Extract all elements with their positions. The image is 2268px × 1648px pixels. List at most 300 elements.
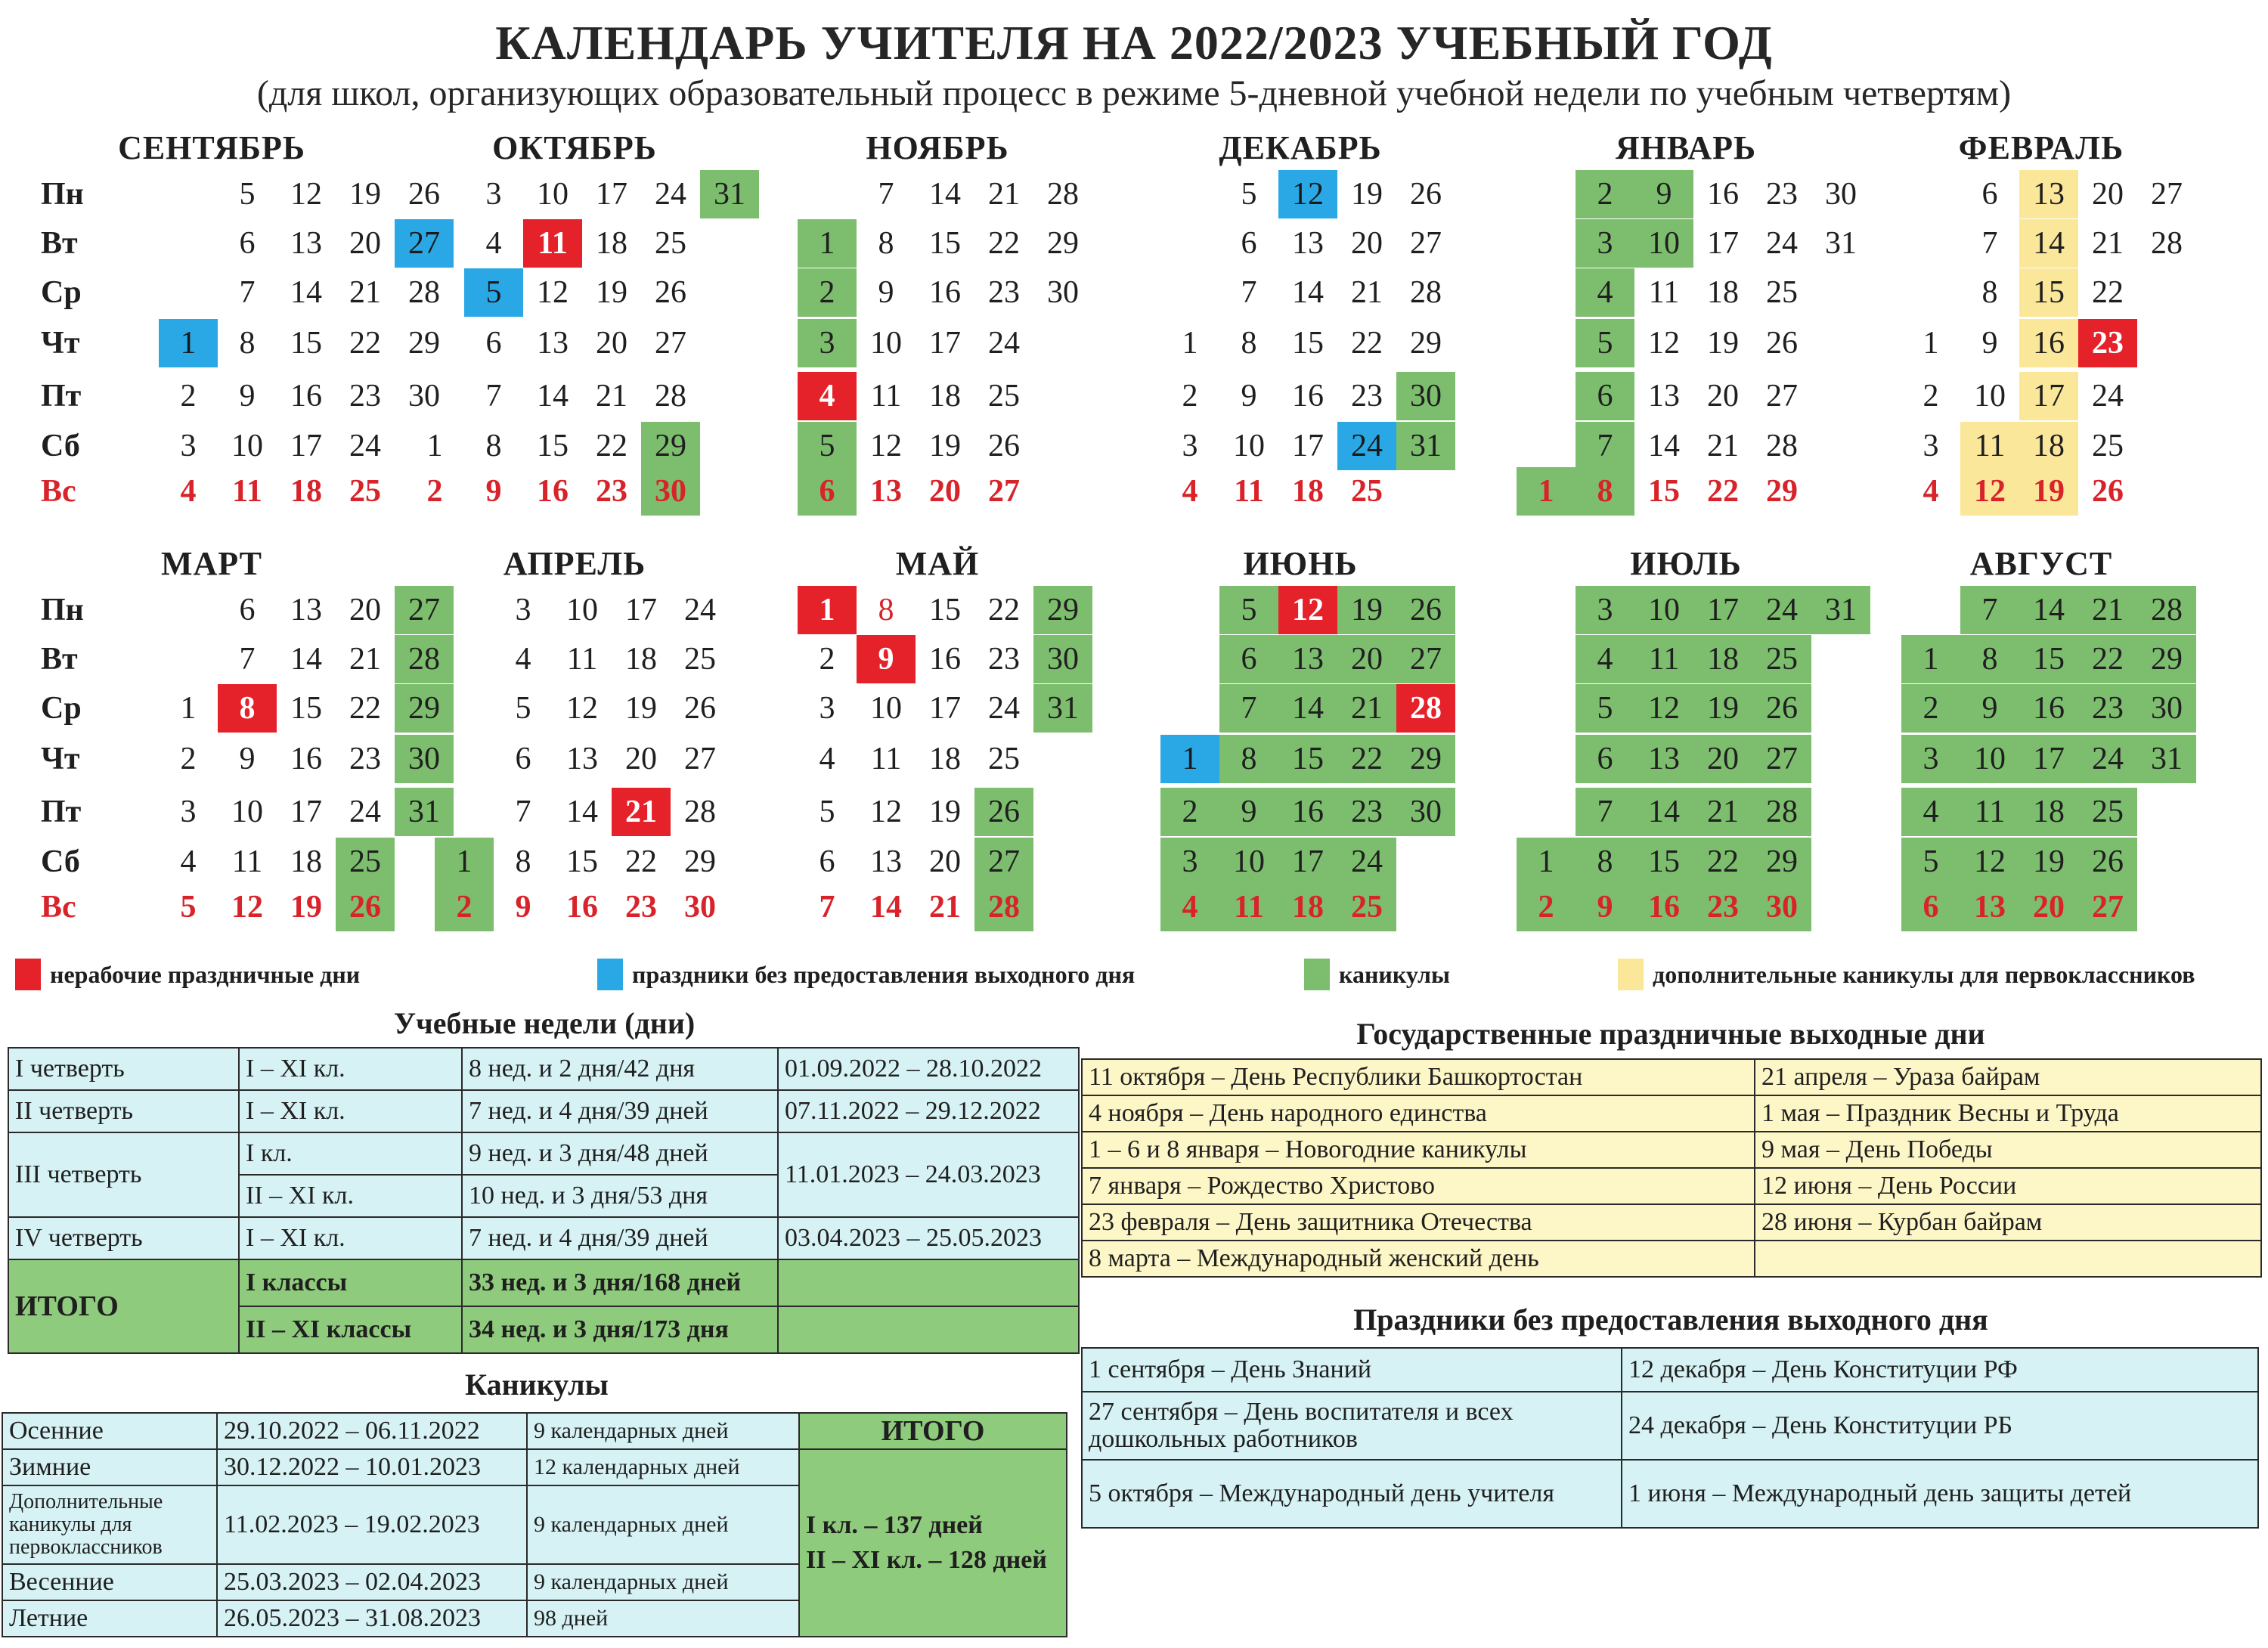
calendar-day: 31 bbox=[1825, 226, 1857, 261]
calendar-day: 13 bbox=[1648, 379, 1680, 414]
observance-cell: 1 сентября – День Знаний bbox=[1082, 1348, 1622, 1392]
calendar-day: 21 bbox=[596, 379, 627, 414]
calendar-day: 19 bbox=[1337, 586, 1396, 634]
calendar-day: 21 bbox=[349, 642, 381, 677]
calendar-day: 1 bbox=[1901, 635, 1960, 683]
calendar-day: 31 bbox=[2137, 735, 2196, 783]
calendar-day: 9 bbox=[1960, 684, 2019, 733]
calendar-day: 16 bbox=[290, 379, 322, 414]
calendar-day: 13 bbox=[290, 226, 322, 261]
observance-cell: 5 октября – Международный день учителя bbox=[1082, 1460, 1622, 1528]
calendar-day: 20 bbox=[1693, 735, 1752, 783]
calendar-day: 7 bbox=[1241, 275, 1257, 310]
calendar-day: 9 bbox=[1634, 170, 1693, 218]
calendar-day: 17 bbox=[625, 593, 657, 627]
weekday-label: Вт bbox=[41, 226, 78, 261]
dates-cell: 03.04.2023 – 25.05.2023 bbox=[778, 1217, 1079, 1259]
calendar-day: 5 bbox=[798, 422, 857, 470]
calendar-day: 11 bbox=[870, 742, 902, 776]
calendar-day: 27 bbox=[1752, 735, 1811, 783]
calendar-day: 8 bbox=[239, 326, 256, 361]
calendar-day: 20 bbox=[1707, 379, 1739, 414]
calendar-day: 14 bbox=[1278, 684, 1337, 733]
calendar-day: 2 bbox=[1517, 883, 1576, 931]
calendar-day: 25 bbox=[2078, 788, 2137, 836]
vacation-days-cell: 9 календарных дней bbox=[527, 1564, 799, 1600]
calendar-day: 22 bbox=[1351, 326, 1383, 361]
calendar-day: 12 bbox=[537, 275, 569, 310]
table-row bbox=[1082, 1132, 2261, 1168]
calendar-day: 22 bbox=[2078, 635, 2137, 683]
vacation-days-cell: 98 дней bbox=[527, 1600, 799, 1637]
calendar-day: 26 bbox=[336, 883, 395, 931]
calendar-day: 16 bbox=[1634, 883, 1693, 931]
month-name: ФЕВРАЛЬ bbox=[1958, 129, 2124, 166]
page-subtitle: (для школ, организующих образовательный процесс в режиме 5-дневной учебной недели по учебным четвертям) bbox=[256, 73, 2012, 113]
holiday-cell: 4 ноября – День народного единства bbox=[1082, 1095, 1755, 1132]
state-holidays-title: Государственные праздничные выходные дни bbox=[1356, 1017, 1985, 1051]
calendar-day: 26 bbox=[2092, 474, 2124, 509]
calendar-day: 9 bbox=[1576, 883, 1634, 931]
table-row bbox=[1082, 1204, 2261, 1241]
calendar-day: 14 bbox=[870, 890, 902, 925]
month-12 bbox=[1860, 544, 2223, 968]
calendar-day: 13 bbox=[1960, 883, 2019, 931]
observances-table bbox=[1081, 1347, 2259, 1529]
calendar-day: 5 bbox=[464, 268, 523, 317]
month-name: НОЯБРЬ bbox=[866, 129, 1009, 166]
calendar-day: 8 bbox=[1576, 838, 1634, 886]
calendar-day: 26 bbox=[1410, 177, 1442, 212]
calendar-day: 4 bbox=[1576, 635, 1634, 683]
calendar-day: 3 bbox=[515, 593, 531, 627]
calendar-day: 29 bbox=[1033, 586, 1092, 634]
calendar-day: 26 bbox=[1766, 326, 1798, 361]
holiday-cell: 28 июня – Курбан байрам bbox=[1755, 1204, 2261, 1241]
calendar-day: 3 bbox=[819, 691, 835, 726]
weekday-label: Чт bbox=[41, 326, 80, 361]
observance-cell: 12 декабря – День Конституции РФ bbox=[1622, 1348, 2258, 1392]
calendar-day: 5 bbox=[239, 177, 256, 212]
calendar-day: 18 bbox=[929, 742, 961, 776]
calendar-day: 27 bbox=[395, 586, 454, 634]
class-cell: I – XI кл. bbox=[239, 1048, 462, 1090]
state-holidays-table bbox=[1081, 1058, 2262, 1278]
calendar-day: 6 bbox=[485, 326, 502, 361]
vacation-total-label: ИТОГО bbox=[799, 1413, 1067, 1449]
calendar-day: 10 bbox=[537, 177, 569, 212]
calendar-day: 23 bbox=[596, 474, 627, 509]
legend-observance-label: праздники без предоставления выходного дня bbox=[632, 960, 1136, 988]
calendar-day: 15 bbox=[1634, 838, 1693, 886]
legend-observance bbox=[597, 959, 1135, 990]
duration-cell: 9 нед. и 3 дня/48 дней bbox=[462, 1132, 778, 1175]
legend-additional bbox=[1618, 959, 2195, 990]
calendar-day: 22 bbox=[349, 691, 381, 726]
calendar-day: 16 bbox=[290, 742, 322, 776]
calendar-day: 29 bbox=[641, 422, 700, 470]
calendar-day: 19 bbox=[625, 691, 657, 726]
holiday-cell: 21 апреля – Ураза байрам bbox=[1755, 1059, 2261, 1095]
calendar-day: 22 bbox=[349, 326, 381, 361]
calendar-day: 6 bbox=[1241, 226, 1257, 261]
duration-cell: 7 нед. и 4 дня/39 дней bbox=[462, 1090, 778, 1132]
calendar-day: 29 bbox=[1766, 474, 1798, 509]
calendar-day: 30 bbox=[408, 379, 440, 414]
calendar-day: 29 bbox=[2137, 635, 2196, 683]
calendar-day: 31 bbox=[1396, 422, 1455, 470]
calendar-day: 9 bbox=[1219, 788, 1278, 836]
calendar-day: 13 bbox=[537, 326, 569, 361]
calendar-day: 2 bbox=[180, 742, 197, 776]
holiday-cell: 12 июня – День России bbox=[1755, 1168, 2261, 1204]
calendar-day: 31 bbox=[1033, 684, 1092, 733]
calendar-day: 15 bbox=[537, 429, 569, 463]
calendar-day: 30 bbox=[1396, 788, 1455, 836]
calendar-day: 4 bbox=[1576, 268, 1634, 317]
calendar-day: 18 bbox=[625, 642, 657, 677]
calendar-day: 28 bbox=[2151, 226, 2183, 261]
calendar-day: 25 bbox=[349, 474, 381, 509]
calendar-day: 29 bbox=[1396, 735, 1455, 783]
calendar-day: 28 bbox=[684, 795, 716, 829]
calendar-day: 2 bbox=[1901, 684, 1960, 733]
table-row bbox=[1082, 1460, 2258, 1528]
weekday-label: Ср bbox=[41, 691, 82, 726]
calendar-day: 11 bbox=[870, 379, 902, 414]
calendar-day: 5 bbox=[515, 691, 531, 726]
calendar-day: 11 bbox=[1234, 474, 1264, 509]
calendar-day: 12 bbox=[290, 177, 322, 212]
calendar-day: 21 bbox=[612, 788, 671, 836]
calendar-day: 12 bbox=[566, 691, 598, 726]
weeks-table-title: Учебные недели (дни) bbox=[393, 1006, 696, 1040]
table-row bbox=[8, 1259, 1079, 1306]
table-row bbox=[8, 1132, 1079, 1175]
calendar-day: 13 bbox=[870, 844, 902, 879]
calendar-day: 12 bbox=[1278, 586, 1337, 634]
calendar-day: 13 bbox=[870, 474, 902, 509]
calendar-day: 14 bbox=[1292, 275, 1324, 310]
vacation-dates-cell: 30.12.2022 – 10.01.2023 bbox=[217, 1449, 527, 1485]
calendar-day: 24 bbox=[349, 429, 381, 463]
calendar-day: 24 bbox=[1337, 422, 1396, 470]
calendar-day: 18 bbox=[596, 226, 627, 261]
calendar-day: 7 bbox=[878, 177, 894, 212]
calendar-day: 26 bbox=[408, 177, 440, 212]
table-row bbox=[1082, 1059, 2261, 1095]
calendar-day: 28 bbox=[974, 883, 1033, 931]
month-2 bbox=[393, 129, 756, 552]
total-duration-cell: 33 нед. и 3 дня/168 дней bbox=[462, 1259, 778, 1306]
calendar-day: 3 bbox=[1923, 429, 1939, 463]
calendar-day: 20 bbox=[929, 844, 961, 879]
calendar-day: 2 bbox=[426, 474, 443, 509]
calendar-day: 27 bbox=[2151, 177, 2183, 212]
calendar-day: 8 bbox=[485, 429, 502, 463]
legend-vacation bbox=[1304, 959, 1450, 990]
calendar-day: 3 bbox=[798, 319, 857, 367]
calendar-day: 27 bbox=[684, 742, 716, 776]
weekday-label: Пн bbox=[41, 177, 84, 212]
month-6 bbox=[1860, 129, 2223, 552]
calendar-day: 1 bbox=[1182, 326, 1198, 361]
calendar-day: 24 bbox=[1752, 586, 1811, 634]
legend-vacation-label: каникулы bbox=[1339, 960, 1450, 988]
calendar-day: 27 bbox=[395, 219, 454, 268]
holiday-cell: 7 января – Рождество Христово bbox=[1082, 1168, 1755, 1204]
vacation-dates-cell: 25.03.2023 – 02.04.2023 bbox=[217, 1564, 527, 1600]
calendar-day: 28 bbox=[395, 635, 454, 683]
calendar-day: 21 bbox=[1707, 429, 1739, 463]
calendar-day: 14 bbox=[290, 642, 322, 677]
holiday-cell: 9 мая – День Победы bbox=[1755, 1132, 2261, 1168]
calendar-day: 17 bbox=[1292, 429, 1324, 463]
calendar-day: 1 bbox=[1160, 735, 1219, 783]
calendar-day: 30 bbox=[1047, 275, 1079, 310]
vacation-dates-cell: 26.05.2023 – 31.08.2023 bbox=[217, 1600, 527, 1637]
calendar-day: 6 bbox=[239, 226, 256, 261]
calendar-day: 1 bbox=[159, 319, 218, 367]
calendar-day: 25 bbox=[655, 226, 686, 261]
calendar-day: 9 bbox=[485, 474, 502, 509]
calendar-day: 17 bbox=[1707, 226, 1739, 261]
table-row bbox=[1082, 1095, 2261, 1132]
dates-cell: 11.01.2023 – 24.03.2023 bbox=[778, 1132, 1079, 1217]
weekday-label: Вс bbox=[41, 890, 76, 925]
calendar-day: 31 bbox=[395, 788, 454, 836]
calendar-day: 6 bbox=[1219, 635, 1278, 683]
calendar-day: 26 bbox=[655, 275, 686, 310]
calendar-day: 7 bbox=[1219, 684, 1278, 733]
calendar-day: 9 bbox=[239, 742, 256, 776]
calendar-day: 15 bbox=[566, 844, 598, 879]
quarter-cell: I четверть bbox=[8, 1048, 239, 1090]
calendar-day: 21 bbox=[1351, 275, 1383, 310]
calendar-day: 16 bbox=[1292, 379, 1324, 414]
calendar-day: 2 bbox=[1923, 379, 1939, 414]
calendar-day: 1 bbox=[798, 219, 857, 268]
total-class-cell: II – XI классы bbox=[239, 1306, 462, 1353]
calendar-day: 1 bbox=[180, 691, 197, 726]
calendar-day: 15 bbox=[929, 226, 961, 261]
calendar-day: 2 bbox=[180, 379, 197, 414]
calendar-day: 1 bbox=[1517, 838, 1576, 886]
calendar-day: 14 bbox=[290, 275, 322, 310]
calendar-day: 3 bbox=[485, 177, 502, 212]
weekday-label: Вс bbox=[41, 474, 76, 509]
holiday-cell: 11 октября – День Республики Башкортостан bbox=[1082, 1059, 1755, 1095]
calendar-day: 23 bbox=[2078, 684, 2137, 733]
holiday-cell bbox=[1755, 1241, 2261, 1277]
calendar-day: 26 bbox=[2078, 838, 2137, 886]
calendar-day: 26 bbox=[988, 429, 1020, 463]
calendar-day: 8 bbox=[1219, 735, 1278, 783]
calendar-day: 22 bbox=[1707, 474, 1739, 509]
calendar-day: 21 bbox=[1693, 788, 1752, 836]
table-row bbox=[1082, 1241, 2261, 1277]
calendar-day: 20 bbox=[349, 226, 381, 261]
vacation-table-title: Каникулы bbox=[465, 1368, 609, 1402]
calendar-day: 6 bbox=[515, 742, 531, 776]
weekday-label: Пт bbox=[41, 795, 82, 829]
calendar-day: 17 bbox=[1693, 586, 1752, 634]
calendar-day: 25 bbox=[2092, 429, 2124, 463]
table-row bbox=[8, 1090, 1079, 1132]
calendar-day: 24 bbox=[349, 795, 381, 829]
calendar-day: 4 bbox=[798, 372, 857, 420]
calendar-day: 15 bbox=[1292, 326, 1324, 361]
calendar-day: 18 bbox=[929, 379, 961, 414]
calendar-day: 28 bbox=[408, 275, 440, 310]
class-cell: II – XI кл. bbox=[239, 1175, 462, 1217]
table-row bbox=[2, 1449, 1067, 1485]
holiday-cell: 8 марта – Международный женский день bbox=[1082, 1241, 1755, 1277]
calendar-day: 6 bbox=[819, 844, 835, 879]
calendar-day: 1 bbox=[798, 586, 857, 634]
calendar-day: 6 bbox=[239, 593, 256, 627]
calendar-day: 10 bbox=[870, 326, 902, 361]
calendar-day: 3 bbox=[1901, 735, 1960, 783]
calendar-day: 11 bbox=[232, 474, 262, 509]
legend-observance-swatch bbox=[597, 959, 623, 990]
calendar-day: 25 bbox=[1351, 474, 1383, 509]
month-9 bbox=[756, 544, 1119, 968]
calendar-day: 14 bbox=[1634, 788, 1693, 836]
duration-cell: 8 нед. и 2 дня/42 дня bbox=[462, 1048, 778, 1090]
calendar-day: 17 bbox=[596, 177, 627, 212]
calendar-day: 7 bbox=[515, 795, 531, 829]
calendar-day: 17 bbox=[290, 429, 322, 463]
calendar-day: 24 bbox=[684, 593, 716, 627]
calendar-day: 14 bbox=[2019, 586, 2078, 634]
calendar-day: 27 bbox=[974, 838, 1033, 886]
calendar-day: 25 bbox=[684, 642, 716, 677]
calendar-day: 30 bbox=[1752, 883, 1811, 931]
calendar-day: 7 bbox=[485, 379, 502, 414]
dates-cell: 01.09.2022 – 28.10.2022 bbox=[778, 1048, 1079, 1090]
calendar-day: 14 bbox=[537, 379, 569, 414]
calendar-day: 4 bbox=[1182, 474, 1198, 509]
month-name: АВГУСТ bbox=[1969, 545, 2113, 582]
table-row bbox=[2, 1413, 1067, 1449]
observance-cell: 27 сентября – День воспитателя и всех дошкольных работников bbox=[1082, 1392, 1622, 1460]
total-class-cell: I классы bbox=[239, 1259, 462, 1306]
vacation-dates-cell: 29.10.2022 – 06.11.2022 bbox=[217, 1413, 527, 1449]
calendar-day: 16 bbox=[929, 275, 961, 310]
calendar-day: 29 bbox=[1410, 326, 1442, 361]
calendar-day: 12 bbox=[870, 795, 902, 829]
calendar-day: 5 bbox=[1241, 177, 1257, 212]
vacation-name-cell: Весенние bbox=[2, 1564, 217, 1600]
calendar-day: 28 bbox=[655, 379, 686, 414]
calendar-day: 5 bbox=[819, 795, 835, 829]
calendar-day: 4 bbox=[1923, 474, 1939, 509]
vacation-days-cell: 12 календарных дней bbox=[527, 1449, 799, 1485]
calendar-day: 21 bbox=[988, 177, 1020, 212]
calendar-day: 26 bbox=[684, 691, 716, 726]
vacation-name-cell: Осенние bbox=[2, 1413, 217, 1449]
month-10 bbox=[1119, 544, 1482, 968]
calendar-day: 27 bbox=[1766, 379, 1798, 414]
weekday-label: Сб bbox=[41, 429, 80, 463]
calendar-day: 20 bbox=[349, 593, 381, 627]
calendar-day: 1 bbox=[435, 838, 494, 886]
calendar-day: 15 bbox=[929, 593, 961, 627]
calendar-day: 22 bbox=[1693, 838, 1752, 886]
calendar-day: 20 bbox=[596, 326, 627, 361]
calendar-day: 27 bbox=[1410, 226, 1442, 261]
total-label: ИТОГО bbox=[8, 1259, 239, 1353]
legend-holiday-label: нерабочие праздничные дни bbox=[50, 960, 361, 988]
calendar-day: 29 bbox=[1752, 838, 1811, 886]
calendar-day: 18 bbox=[1707, 275, 1739, 310]
calendar-day: 25 bbox=[1766, 275, 1798, 310]
calendar-day: 28 bbox=[2137, 586, 2196, 634]
total-duration-cell: 34 нед. и 3 дня/173 дня bbox=[462, 1306, 778, 1353]
calendar-day: 8 bbox=[878, 593, 894, 627]
calendar-day: 21 bbox=[2078, 586, 2137, 634]
calendar-day: 8 bbox=[1576, 467, 1634, 516]
calendar-day: 10 bbox=[870, 691, 902, 726]
calendar-day: 29 bbox=[684, 844, 716, 879]
weekday-label: Ср bbox=[41, 275, 82, 310]
calendar-day: 4 bbox=[1901, 788, 1960, 836]
calendar-day: 1 bbox=[1517, 467, 1576, 516]
calendar-day: 23 bbox=[625, 890, 657, 925]
calendar-day: 12 bbox=[1278, 170, 1337, 218]
calendar-day: 1 bbox=[1923, 326, 1939, 361]
calendar-day: 3 bbox=[1182, 429, 1198, 463]
calendar-day: 16 bbox=[2019, 684, 2078, 733]
month-name: МАРТ bbox=[160, 545, 263, 582]
calendar-day: 23 bbox=[349, 379, 381, 414]
calendar-day: 22 bbox=[2092, 275, 2124, 310]
calendar-day: 28 bbox=[1752, 788, 1811, 836]
calendar-day: 30 bbox=[395, 735, 454, 783]
calendar-day: 21 bbox=[1337, 684, 1396, 733]
calendar-day: 1 bbox=[426, 429, 443, 463]
calendar-day: 5 bbox=[1219, 586, 1278, 634]
calendar-day: 9 bbox=[1241, 379, 1257, 414]
calendar-day: 20 bbox=[625, 742, 657, 776]
calendar-day: 20 bbox=[1337, 635, 1396, 683]
calendar-day: 16 bbox=[2019, 319, 2078, 367]
calendar-day: 26 bbox=[1752, 684, 1811, 733]
quarter-cell: III четверть bbox=[8, 1132, 239, 1217]
calendar-day: 11 bbox=[1960, 422, 2019, 470]
calendar-day: 18 bbox=[290, 844, 322, 879]
calendar-day: 23 bbox=[1351, 379, 1383, 414]
calendar-day: 9 bbox=[239, 379, 256, 414]
calendar-day: 11 bbox=[523, 219, 582, 268]
quarter-cell: IV четверть bbox=[8, 1217, 239, 1259]
calendar-day: 11 bbox=[1648, 275, 1680, 310]
calendar-day: 28 bbox=[1766, 429, 1798, 463]
calendar-day: 27 bbox=[2078, 883, 2137, 931]
vacation-days-cell: 9 календарных дней bbox=[527, 1485, 799, 1564]
calendar-day: 19 bbox=[1351, 177, 1383, 212]
calendar-day: 16 bbox=[537, 474, 569, 509]
calendar-day: 13 bbox=[1292, 226, 1324, 261]
calendar-day: 8 bbox=[515, 844, 531, 879]
month-5 bbox=[1504, 129, 1867, 552]
calendar-day: 7 bbox=[239, 642, 256, 677]
calendar-day: 13 bbox=[1278, 635, 1337, 683]
calendar-day: 7 bbox=[819, 890, 835, 925]
vacation-total-line1: I кл. – 137 дней bbox=[806, 1511, 983, 1539]
calendar-day: 24 bbox=[988, 691, 1020, 726]
